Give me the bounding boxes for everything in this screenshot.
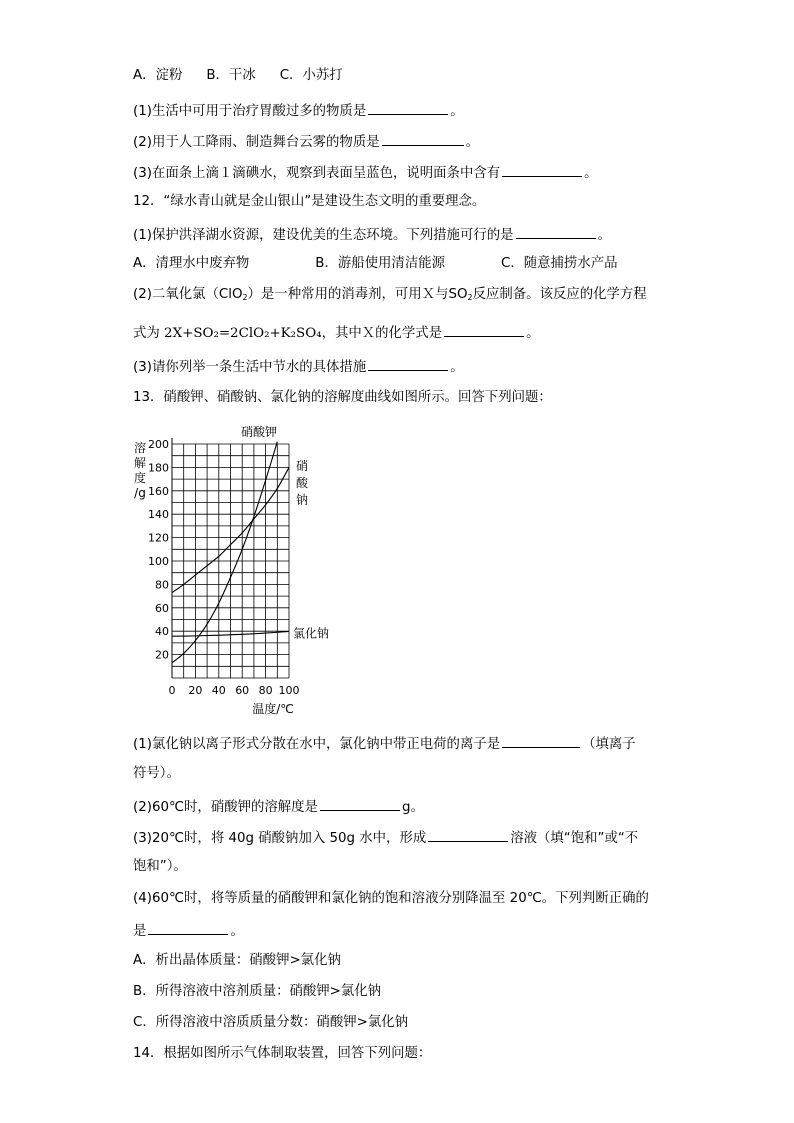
q11-options [133,67,343,85]
x-tick-label: 100 [278,684,300,697]
answer-blank[interactable] [516,224,596,239]
answer-blank[interactable] [502,733,580,748]
q13-sub3-line2: 饱和”）。 [133,859,187,874]
nano3-label-char: 硝 [296,459,309,473]
y-tick-label: 80 [155,578,169,592]
answer-blank[interactable] [502,162,582,177]
q13-sub3-line1: (3)20℃时，将 40g 硝酸钠加入 50g 水中，形成 溶液（填“饱和”或“不 [133,827,638,848]
q11-sub3: (3)在面条上滴１滴碘水，观察到表面呈蓝色，说明面条中含有 。 [133,162,598,183]
chart-xlabel: 温度/℃ [252,702,294,716]
y-label-char: /g [134,486,146,500]
q12-sub1: (1)保护洪泽湖水资源，建设优美的生态环境。下列措施可行的是 。 [133,224,611,245]
chart-ylabel [134,440,146,500]
q13-stem: 13．硝酸钾、硝酸钠、氯化钠的溶解度曲线如图所示。回答下列问题： [133,390,552,405]
q13-option-a: A．析出晶体质量：硝酸钾>氯化钠 [133,953,341,968]
q11-option-c: C．小苏打 [279,68,343,83]
x-tick-label: 60 [235,684,250,697]
y-label-char: 解 [133,456,147,470]
answer-blank[interactable] [368,356,448,371]
q12-option-c: C．随意捕捞水产品 [501,256,618,271]
q12-option-b: B．游船使用清洁能源 [315,256,445,271]
x-tick-label: 20 [188,684,203,697]
answer-blank[interactable] [428,827,508,842]
x-tick-label: 0 [168,684,176,697]
q13-sub1-line1: (1)氯化钠以离子形式分散在水中，氯化钠中带正电荷的离子是 （填离子 [133,733,636,754]
q12-equation-line: 式为 2X+SO₂=2ClO₂+K₂SO₄，其中Ｘ的化学式是 。 [133,322,539,343]
y-tick-label: 100 [148,555,169,568]
answer-blank[interactable] [382,131,464,146]
answer-blank[interactable] [320,796,400,811]
q13-option-c: C．所得溶液中溶质质量分数：硝酸钾>氯化钠 [133,1015,408,1030]
q12-sub3: (3)请你列举一条生活中节水的具体措施 。 [133,356,464,377]
answer-blank[interactable] [444,322,524,337]
q11-sub2: (2)用于人工降雨、制造舞台云雾的物质是 。 [133,131,479,152]
y-tick-label: 120 [148,531,169,545]
nano3-label-char: 酸 [296,476,309,490]
q12-stem: 12．“绿水青山就是金山银山”是建设生态文明的重要理念。 [133,194,486,209]
q12-sub2: (2)二氧化氯（ClO$_2$）是一种常用的消毒剂，可用Ｘ与$SO_2$反应制备。该反应的化学方程 [133,287,647,302]
y-label-char: 度 [133,471,147,485]
q13-sub4-line2: 是 。 [133,920,244,941]
q13-sub1-line2: 符号）。 [133,766,180,781]
y-tick-label: 200 [148,438,169,451]
answer-blank[interactable] [148,920,228,935]
q14-stem: 14．根据如图所示气体制取装置，回答下列问题： [133,1046,432,1061]
y-tick-label: 40 [155,625,169,639]
chemical-equation: 2X+SO₂=2ClO₂+K₂SO₄ [164,326,322,341]
q11-sub1: (1)生活中可用于治疗胃酸过多的物质是 。 [133,100,464,121]
solubility-chart [128,420,348,720]
y-tick-label: 160 [148,484,169,498]
nano3-label-char: 钠 [296,493,309,507]
kno3-label: 硝酸钾 [241,425,278,439]
q13-option-b: B．所得溶液中溶剂质量：硝酸钾>氯化钠 [133,984,382,999]
q12-option-a: A．清理水中废弃物 [133,256,250,271]
q11-option-a: A．淀粉 [133,68,183,83]
q13-sub4-line1: (4)60℃时，将等质量的硝酸钾和氯化钠的饱和溶液分别降温至 20℃。下列判断正确的 [133,891,649,906]
y-tick-label: 180 [148,461,169,475]
x-tick-label: 80 [258,684,273,697]
y-tick-label: 60 [155,601,169,615]
nacl-label: 氯化钠 [293,626,330,641]
chart-ticks [148,438,300,697]
q11-option-b: B．干冰 [206,68,256,83]
kno3-curve [172,442,277,663]
x-tick-label: 40 [211,684,226,697]
chart-grid [172,438,289,678]
y-tick-label: 140 [148,508,169,522]
q13-sub2: (2)60℃时，硝酸钾的溶解度是 g。 [133,796,424,817]
q12-options [133,255,617,273]
answer-blank[interactable] [368,100,448,115]
y-label-char: 溶 [133,441,147,455]
y-tick-label: 20 [155,648,169,662]
